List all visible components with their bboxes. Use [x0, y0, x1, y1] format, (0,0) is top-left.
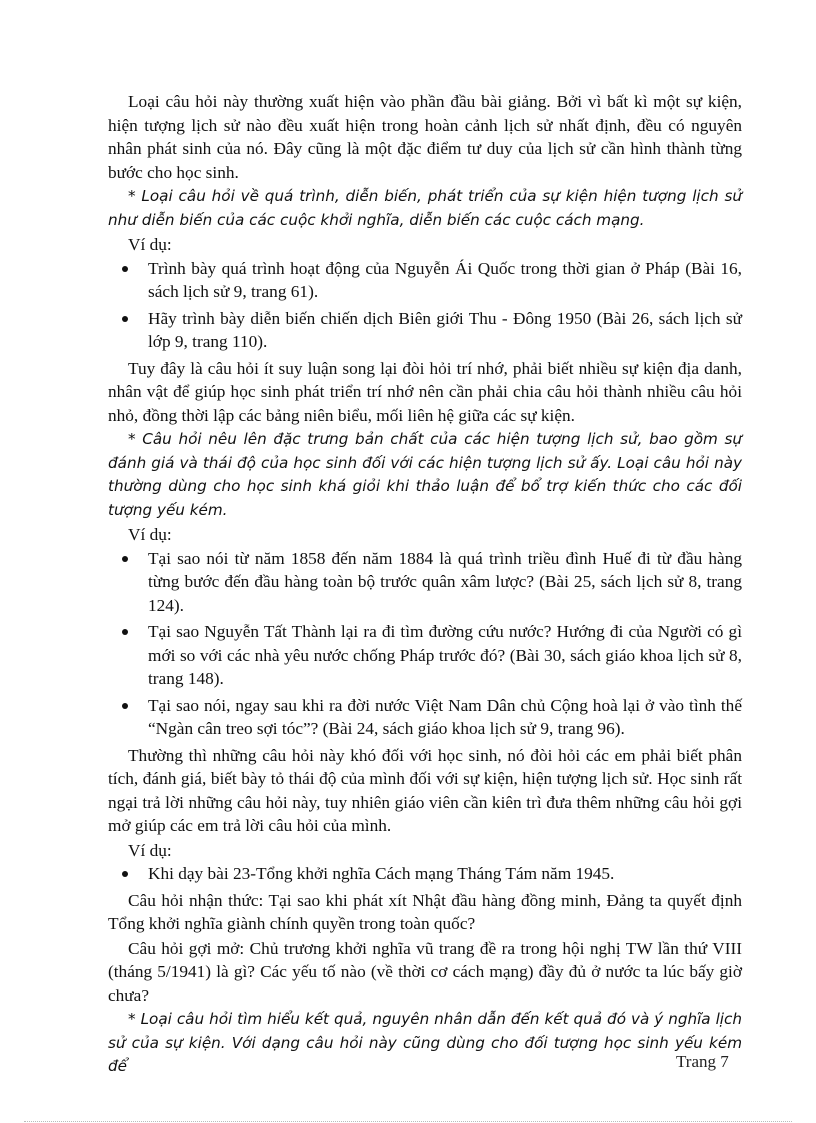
- bullet-icon: [122, 629, 128, 635]
- bullet-icon: [122, 556, 128, 562]
- paragraph-7: Câu hỏi gợi mở: Chủ trương khởi nghĩa vũ trang đề ra trong hội nghị TW lần thứ VIII (tháng 5/1941) là gì? Các yếu tố nào (về thời cơ cách mạng) đầy đủ ở nước ta lúc bấy giờ chưa?: [108, 938, 742, 1005]
- list-item: Tại sao nói, ngay sau khi ra đời nước Việt Nam Dân chủ Cộng hoà lại ở vào tình thế “Ngàn cân treo sợi tóc”? (Bài 24, sách giáo khoa lịch sử 9, trang 96).: [108, 694, 742, 741]
- example-list-1: [108, 257, 742, 354]
- paragraph-process-questions: * Loại câu hỏi về quá trình, diễn biến, phát triển của sự kiện hiện tượng lịch sử như diễn biến của các cuộc khởi nghĩa, diễn biến các cuộc cách mạng.: [108, 187, 742, 229]
- paragraph-3: Tuy đây là câu hỏi ít suy luận song lại đòi hỏi trí nhớ, phải biết nhiều sự kiện địa danh, nhân vật để giúp học sinh phát triển trí nhớ nên cần phải chia câu hỏi thành nhiều câu hỏi nhỏ, đồng thời lập các bảng niên biểu, mối liên hệ giữa các sự kiện.: [108, 358, 742, 425]
- paragraph-5: Thường thì những câu hỏi này khó đối với học sinh, nó đòi hỏi các em phải biết phân tích, đánh giá, biết bày tỏ thái độ của mình đối với sự kiện, hiện tượng lịch sử. Học sinh rất ngại trả lời những câu hỏi này, tuy nhiên giáo viên cần kiên trì đưa thêm những câu hỏi gợi mở giúp các em trả lời câu hỏi của mình.: [108, 745, 742, 835]
- example-list-3: [108, 862, 742, 886]
- list-item: Tại sao Nguyễn Tất Thành lại ra đi tìm đường cứu nước? Hướng đi của Người có gì mới so với các nhà yêu nước chống Pháp trước đó? (Bài 30, sách giáo khoa lịch sử 8, trang 148).: [108, 620, 742, 691]
- list-item: Hãy trình bày diễn biến chiến dịch Biên giới Thu - Đông 1950 (Bài 26, sách lịch sử lớp 9, trang 110).: [108, 307, 742, 354]
- list-item: Khi dạy bài 23-Tổng khởi nghĩa Cách mạng Tháng Tám năm 1945.: [108, 862, 742, 886]
- example-label-2: Ví dụ:: [128, 525, 172, 544]
- page-number: Trang 7: [676, 1052, 729, 1071]
- example-label-3: Ví dụ:: [128, 840, 172, 860]
- bullet-icon: [122, 871, 128, 877]
- bullet-icon: [122, 316, 128, 322]
- paragraph-6: Câu hỏi nhận thức: Tại sao khi phát xít Nhật đầu hàng đồng minh, Đảng ta quyết định Tổng khởi nghĩa giành chính quyền trong toàn quốc?: [108, 890, 742, 933]
- bullet-icon: [122, 703, 128, 709]
- paragraph-essence-questions: * Câu hỏi nêu lên đặc trưng bản chất của các hiện tượng lịch sử, bao gồm sự đánh giá và thái độ của học sinh đối với các hiện tượng lịch sử ấy. Loại câu hỏi này thường dùng cho học sinh khá giỏi khi thảo luận để bổ trợ kiến thức cho các đối tượng yếu kém.: [108, 430, 742, 519]
- paragraph-result-questions: * Loại câu hỏi tìm hiểu kết quả, nguyên nhân dẫn đến kết quả đó và ý nghĩa lịch sử của sự kiện. Với dạng câu hỏi này cũng dùng cho đối tượng học sinh yếu kém để: [108, 1010, 742, 1075]
- document-page: [108, 90, 742, 1080]
- example-list-2: [108, 547, 742, 741]
- paragraph-1: Loại câu hỏi này thường xuất hiện vào phần đầu bài giảng. Bởi vì bất kì một sự kiện, hiện tượng lịch sử nào đều xuất hiện trong hoàn cảnh lịch sử nhất định, đều có nguyên nhân phát sinh của nó. Đây cũng là một đặc điểm tư duy của lịch sử cần hình thành từng bước cho học sinh.: [108, 92, 742, 182]
- list-item: Trình bày quá trình hoạt động của Nguyễn Ái Quốc trong thời gian ở Pháp (Bài 16, sách lịch sử 9, trang 61).: [108, 257, 742, 304]
- bullet-icon: [122, 266, 128, 272]
- example-label-1: Ví dụ:: [128, 235, 172, 254]
- list-item: Tại sao nói từ năm 1858 đến năm 1884 là quá trình triều đình Huế đi từ đầu hàng từng bước đến đầu hàng toàn bộ trước quân xâm lược? (Bài 25, sách lịch sử 8, trang 124).: [108, 547, 742, 618]
- page-bottom-divider: [24, 1121, 792, 1122]
